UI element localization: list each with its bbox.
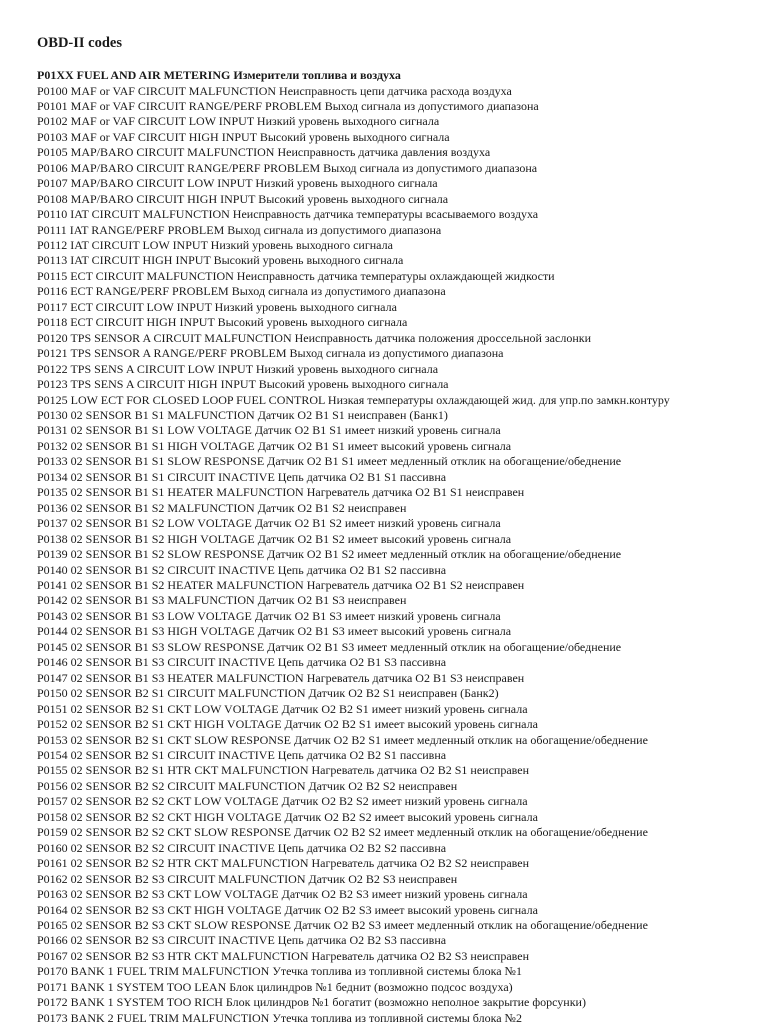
code-line: P0116 ECT RANGE/PERF PROBLEM Выход сигнала из допустимого диапазона xyxy=(37,284,762,299)
code-line: P0131 02 SENSOR B1 S1 LOW VOLTAGE Датчик O2 B1 S1 имеет низкий уровень сигнала xyxy=(37,423,762,438)
code-line: P0122 TPS SENS A CIRCUIT LOW INPUT Низкий уровень выходного сигнала xyxy=(37,362,762,377)
code-line: P0137 02 SENSOR B1 S2 LOW VOLTAGE Датчик O2 B1 S2 имеет низкий уровень сигнала xyxy=(37,516,762,531)
code-line: P0103 MAF or VAF CIRCUIT HIGH INPUT Высокий уровень выходного сигнала xyxy=(37,130,762,145)
code-line: P0108 MAP/BARO CIRCUIT HIGH INPUT Высокий уровень выходного сигнала xyxy=(37,192,762,207)
code-line: P0118 ECT CIRCUIT HIGH INPUT Высокий уровень выходного сигнала xyxy=(37,315,762,330)
code-line: P0136 02 SENSOR B1 S2 MALFUNCTION Датчик O2 B1 S2 неисправен xyxy=(37,501,762,516)
code-line: P0107 MAP/BARO CIRCUIT LOW INPUT Низкий уровень выходного сигнала xyxy=(37,176,762,191)
code-line: P0154 02 SENSOR B2 S1 CIRCUIT INACTIVE Цепь датчика O2 B2 S1 пассивна xyxy=(37,748,762,763)
code-line: P0152 02 SENSOR B2 S1 CKT HIGH VOLTAGE Датчик O2 B2 S1 имеет высокий уровень сигнала xyxy=(37,717,762,732)
code-line: P0100 MAF or VAF CIRCUIT MALFUNCTION Неисправность цепи датчика расхода воздуха xyxy=(37,84,762,99)
code-line: P0166 02 SENSOR B2 S3 CIRCUIT INACTIVE Цепь датчика O2 B2 S3 пассивна xyxy=(37,933,762,948)
code-line: P0164 02 SENSOR B2 S3 CKT HIGH VOLTAGE Датчик O2 B2 S3 имеет высокий уровень сигнала xyxy=(37,903,762,918)
code-line: P0173 BANK 2 FUEL TRIM MALFUNCTION Утечка топлива из топливной системы блока №2 xyxy=(37,1011,762,1026)
code-line: P0158 02 SENSOR B2 S2 CKT HIGH VOLTAGE Датчик O2 B2 S2 имеет высокий уровень сигнала xyxy=(37,810,762,825)
code-line: P0150 02 SENSOR B2 S1 CIRCUIT MALFUNCTION Датчик O2 B2 S1 неисправен (Банк2) xyxy=(37,686,762,701)
code-line: P0163 02 SENSOR B2 S3 CKT LOW VOLTAGE Датчик O2 B2 S3 имеет низкий уровень сигнала xyxy=(37,887,762,902)
code-line: P0162 02 SENSOR B2 S3 CIRCUIT MALFUNCTION Датчик O2 B2 S3 неисправен xyxy=(37,872,762,887)
code-line: P0111 IAT RANGE/PERF PROBLEM Выход сигнала из допустимого диапазона xyxy=(37,223,762,238)
code-line: P0146 02 SENSOR B1 S3 CIRCUIT INACTIVE Цепь датчика O2 B1 S3 пассивна xyxy=(37,655,762,670)
code-line: P0155 02 SENSOR B2 S1 HTR CKT MALFUNCTION Нагреватель датчика O2 B2 S1 неисправен xyxy=(37,763,762,778)
section-heading: P01XX FUEL AND AIR METERING Измерители топлива и воздуха xyxy=(37,68,762,84)
code-line: P0140 02 SENSOR B1 S2 CIRCUIT INACTIVE Цепь датчика O2 B1 S2 пассивна xyxy=(37,563,762,578)
code-line: P0138 02 SENSOR B1 S2 HIGH VOLTAGE Датчик O2 B1 S2 имеет высокий уровень сигнала xyxy=(37,532,762,547)
code-line: P0112 IAT CIRCUIT LOW INPUT Низкий уровень выходного сигнала xyxy=(37,238,762,253)
code-line: P0159 02 SENSOR B2 S2 CKT SLOW RESPONSE Датчик O2 B2 S2 имеет медленный отклик на обогащение/обеднение xyxy=(37,825,762,840)
code-list xyxy=(37,84,762,1026)
code-line: P0102 MAF or VAF CIRCUIT LOW INPUT Низкий уровень выходного сигнала xyxy=(37,114,762,129)
code-line: P0106 MAP/BARO CIRCUIT RANGE/PERF PROBLEM Выход сигнала из допустимого диапазона xyxy=(37,161,762,176)
code-line: P0135 02 SENSOR B1 S1 HEATER MALFUNCTION Нагреватель датчика O2 B1 S1 неисправен xyxy=(37,485,762,500)
code-line: P0139 02 SENSOR B1 S2 SLOW RESPONSE Датчик O2 B1 S2 имеет медленный отклик на обогащение/обеднение xyxy=(37,547,762,562)
code-line: P0145 02 SENSOR B1 S3 SLOW RESPONSE Датчик O2 B1 S3 имеет медленный отклик на обогащение/обеднение xyxy=(37,640,762,655)
document-title: OBD-II codes xyxy=(37,33,762,53)
code-line: P0110 IAT CIRCUIT MALFUNCTION Неисправность датчика температуры всасываемого воздуха xyxy=(37,207,762,222)
code-line: P0170 BANK 1 FUEL TRIM MALFUNCTION Утечка топлива из топливной системы блока №1 xyxy=(37,964,762,979)
code-line: P0120 TPS SENSOR A CIRCUIT MALFUNCTION Неисправность датчика положения дроссельной заслонки xyxy=(37,331,762,346)
code-line: P0160 02 SENSOR B2 S2 CIRCUIT INACTIVE Цепь датчика O2 B2 S2 пассивна xyxy=(37,841,762,856)
code-line: P0171 BANK 1 SYSTEM TOO LEAN Блок цилиндров №1 беднит (возможно подсос воздуха) xyxy=(37,980,762,995)
code-line: P0167 02 SENSOR B2 S3 HTR CKT MALFUNCTION Нагреватель датчика O2 B2 S3 неисправен xyxy=(37,949,762,964)
code-line: P0143 02 SENSOR B1 S3 LOW VOLTAGE Датчик O2 B1 S3 имеет низкий уровень сигнала xyxy=(37,609,762,624)
code-line: P0172 BANK 1 SYSTEM TOO RICH Блок цилиндров №1 богатит (возможно неполное закрытие форсунки) xyxy=(37,995,762,1010)
code-line: P0123 TPS SENS A CIRCUIT HIGH INPUT Высокий уровень выходного сигнала xyxy=(37,377,762,392)
code-line: P0151 02 SENSOR B2 S1 CKT LOW VOLTAGE Датчик O2 B2 S1 имеет низкий уровень сигнала xyxy=(37,702,762,717)
code-line: P0121 TPS SENSOR A RANGE/PERF PROBLEM Выход сигнала из допустимого диапазона xyxy=(37,346,762,361)
code-line: P0117 ECT CIRCUIT LOW INPUT Низкий уровень выходного сигнала xyxy=(37,300,762,315)
code-line: P0113 IAT CIRCUIT HIGH INPUT Высокий уровень выходного сигнала xyxy=(37,253,762,268)
code-line: P0147 02 SENSOR B1 S3 HEATER MALFUNCTION Нагреватель датчика O2 B1 S3 неисправен xyxy=(37,671,762,686)
code-line: P0134 02 SENSOR B1 S1 CIRCUIT INACTIVE Цепь датчика O2 B1 S1 пассивна xyxy=(37,470,762,485)
code-line: P0157 02 SENSOR B2 S2 CKT LOW VOLTAGE Датчик O2 B2 S2 имеет низкий уровень сигнала xyxy=(37,794,762,809)
code-line: P0142 02 SENSOR B1 S3 MALFUNCTION Датчик O2 B1 S3 неисправен xyxy=(37,593,762,608)
code-line: P0130 02 SENSOR B1 S1 MALFUNCTION Датчик O2 B1 S1 неисправен (Банк1) xyxy=(37,408,762,423)
code-line: P0141 02 SENSOR B1 S2 HEATER MALFUNCTION Нагреватель датчика O2 B1 S2 неисправен xyxy=(37,578,762,593)
code-line: P0115 ECT CIRCUIT MALFUNCTION Неисправность датчика температуры охлаждающей жидкости xyxy=(37,269,762,284)
code-line: P0132 02 SENSOR B1 S1 HIGH VOLTAGE Датчик O2 B1 S1 имеет высокий уровень сигнала xyxy=(37,439,762,454)
code-line: P0133 02 SENSOR B1 S1 SLOW RESPONSE Датчик O2 B1 S1 имеет медленный отклик на обогащение/обеднение xyxy=(37,454,762,469)
code-line: P0156 02 SENSOR B2 S2 CIRCUIT MALFUNCTION Датчик O2 B2 S2 неисправен xyxy=(37,779,762,794)
code-line: P0165 02 SENSOR B2 S3 CKT SLOW RESPONSE Датчик O2 B2 S3 имеет медленный отклик на обогащение/обеднение xyxy=(37,918,762,933)
code-line: P0144 02 SENSOR B1 S3 HIGH VOLTAGE Датчик O2 B1 S3 имеет высокий уровень сигнала xyxy=(37,624,762,639)
code-line: P0125 LOW ECT FOR CLOSED LOOP FUEL CONTROL Низкая температуры охлаждающей жид. для упр.по замкн.контуру xyxy=(37,393,762,408)
code-line: P0105 MAP/BARO CIRCUIT MALFUNCTION Неисправность датчика давления воздуха xyxy=(37,145,762,160)
code-line: P0153 02 SENSOR B2 S1 CKT SLOW RESPONSE Датчик O2 B2 S1 имеет медленный отклик на обогащение/обеднение xyxy=(37,733,762,748)
code-line: P0101 MAF or VAF CIRCUIT RANGE/PERF PROBLEM Выход сигнала из допустимого диапазона xyxy=(37,99,762,114)
code-line: P0161 02 SENSOR B2 S2 HTR CKT MALFUNCTION Нагреватель датчика O2 B2 S2 неисправен xyxy=(37,856,762,871)
document-page xyxy=(37,33,762,1026)
